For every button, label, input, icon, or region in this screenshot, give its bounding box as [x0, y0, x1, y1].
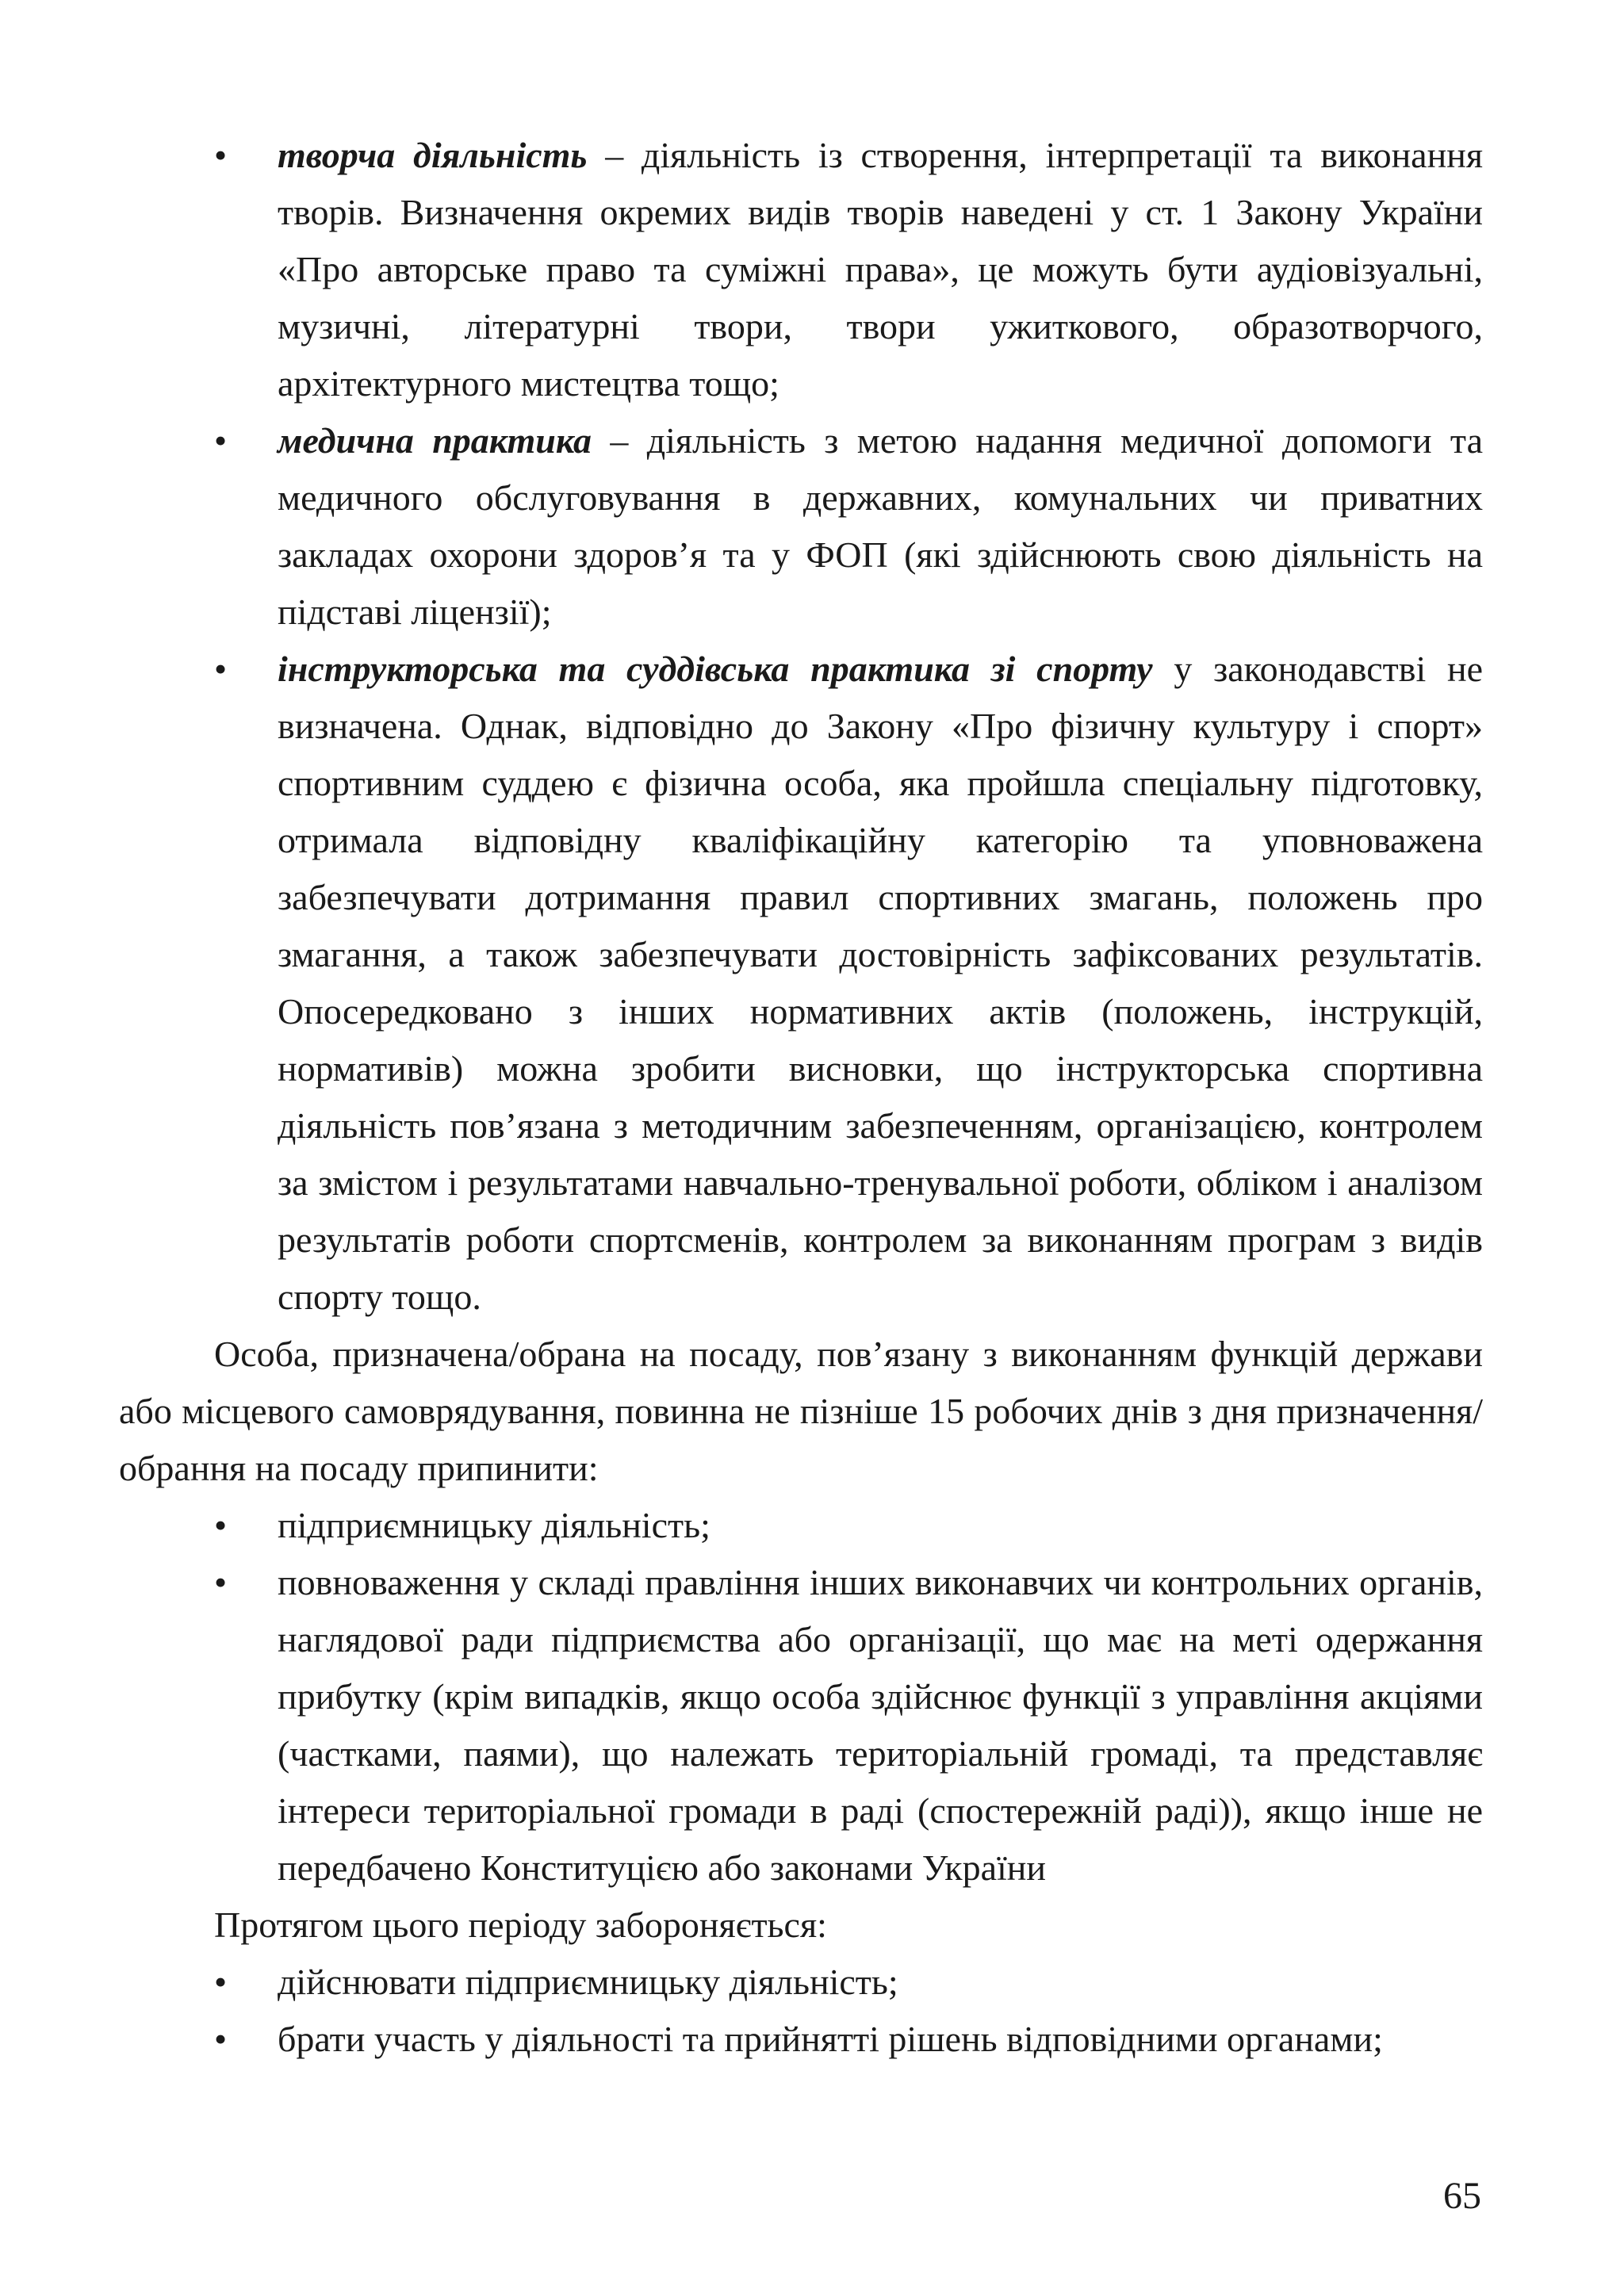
activity-definitions-list	[119, 127, 1483, 1326]
list-item	[119, 1554, 1483, 1897]
list-item-text: повноваження у складі правління інших виконавчих чи контрольних органів, наглядової ради підприємства або організації, що має на меті одержання прибутку (крім випадків, якщо особа здійснює функції з управління акціями (частками, паями), що належать територіальній громаді, та представляє інтереси територіальної громади в раді (спостережній раді)), якщо інше не передбачено Конституцією або законами України	[278, 1562, 1483, 1888]
defined-term: медична практика	[278, 420, 592, 461]
bullet-marker: •	[214, 1505, 228, 1545]
bullet-marker: •	[214, 420, 228, 461]
definition-text: – діяльність з метою надання медичної допомоги та медичного обслуговування в державних, комунальних чи приватних закладах охорони здоров’я та у ФОП (які здійснюють свою діяльність на підставі ліцензії);	[278, 420, 1483, 632]
termination-list	[119, 1497, 1483, 1897]
list-item	[119, 1954, 1483, 2011]
body-paragraph: Протягом цього періоду забороняється:	[214, 1904, 827, 1945]
definition-text: – діяльність із створення, інтерпретації та виконання творів. Визначення окремих видів творів наведені у ст. 1 Закону України «Про авторське право та суміжні права», це можуть бути аудіовізуальні, музичні, літературні твори, твори ужиткового, образотворчого, архітектурного мистецтва тощо;	[278, 135, 1483, 404]
prohibitions-list	[119, 1954, 1483, 2068]
definition-text: у законодавстві не визначена. Однак, відповідно до Закону «Про фізичну культуру і спорт» спортивним суддею є фізична особа, яка пройшла спеціальну підготовку, отримала відповідну кваліфікаційну категорію та уповноважена забезпечувати дотримання правил спортивних змагань, положень про змагання, а також забезпечувати достовірність зафіксованих результатів. Опосередковано з інших нормативних актів (положень, інструкцій, нормативів) можна зробити висновки, що інструкторська спортивна діяльність пов’язана з методичним забезпеченням, організацією, контролем за змістом і результатами навчально-тренувальної роботи, обліком і аналізом результатів роботи спортсменів, контролем за виконанням програм з видів спорту тощо.	[278, 649, 1484, 1317]
bullet-marker: •	[214, 649, 228, 689]
list-item	[119, 1497, 1483, 1554]
page-number: 65	[1443, 2175, 1481, 2217]
bullet-marker: •	[214, 1562, 228, 1602]
defined-term: інструкторська та суддівська практика зі спорту	[278, 649, 1153, 689]
list-item	[119, 412, 1483, 641]
body-paragraph: Особа, призначена/обрана на посаду, пов’язану з виконанням функцій держави або місцевого самоврядування, повинна не пізніше 15 робочих днів з дня призначення/обрання на посаду припинити:	[119, 1334, 1483, 1488]
defined-term: творча діяльність	[278, 135, 588, 175]
list-item-text: дійснювати підприємницьку діяльність;	[278, 1962, 898, 2002]
list-item-text: брати участь у діяльності та прийнятті рішень відповідними органами;	[278, 2019, 1383, 2059]
bullet-marker: •	[214, 1962, 228, 2002]
page-content	[119, 127, 1483, 2068]
list-item	[119, 127, 1483, 412]
list-item	[119, 641, 1483, 1326]
bullet-marker: •	[214, 2019, 228, 2059]
bullet-marker: •	[214, 135, 228, 175]
list-item-text: підприємницьку діяльність;	[278, 1505, 710, 1545]
list-item	[119, 2011, 1483, 2068]
